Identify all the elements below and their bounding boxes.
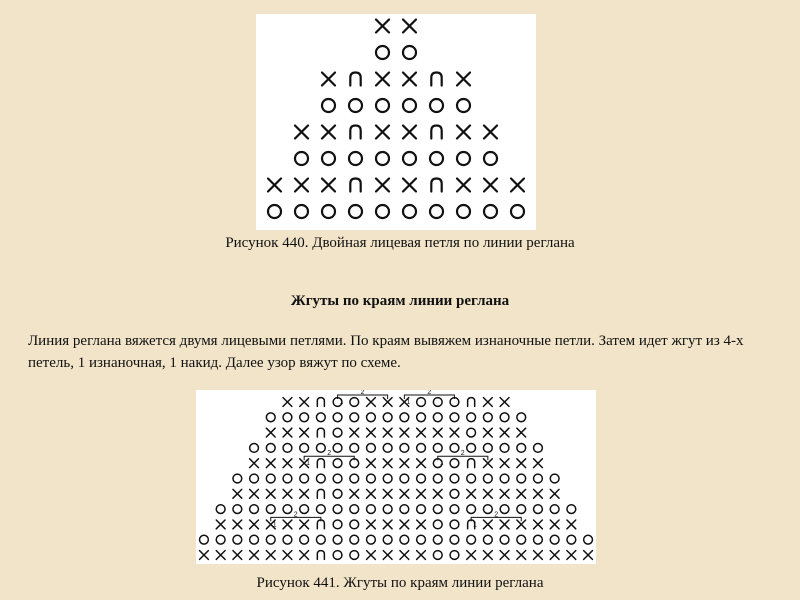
- knit-circle-symbol: [450, 505, 459, 514]
- knit-circle-symbol: [450, 551, 459, 560]
- knit-circle-symbol: [534, 474, 543, 483]
- knit-circle-symbol: [534, 444, 543, 453]
- knit-cross-symbol: [457, 179, 470, 192]
- knit-circle-symbol: [450, 413, 459, 422]
- section-heading: Жгуты по краям линии реглана: [290, 293, 510, 309]
- knit-arch-symbol: [317, 551, 324, 560]
- knit-cross-symbol: [300, 489, 309, 498]
- knit-cross-symbol: [300, 428, 309, 437]
- knit-cross-symbol: [500, 551, 509, 560]
- knit-circle-symbol: [233, 505, 242, 514]
- knit-cross-symbol: [376, 20, 389, 33]
- knit-circle-symbol: [266, 474, 275, 483]
- knit-cross-symbol: [283, 459, 292, 468]
- knit-cross-symbol: [376, 73, 389, 86]
- knit-circle-symbol: [483, 444, 492, 453]
- cable-label: 1: [306, 460, 311, 468]
- knit-circle-symbol: [400, 505, 409, 514]
- knit-circle-symbol: [300, 474, 309, 483]
- knit-circle-symbol: [450, 520, 459, 529]
- knit-circle-symbol: [417, 505, 426, 514]
- knit-cross-symbol: [283, 428, 292, 437]
- cable-label: 2: [494, 511, 499, 519]
- knit-circle-symbol: [316, 505, 325, 514]
- figure-441-caption: Рисунок 441. Жгуты по краям линии реглана: [256, 575, 544, 591]
- knit-cross-symbol: [417, 428, 426, 437]
- knit-cross-symbol: [403, 20, 416, 33]
- knit-cross-symbol: [483, 489, 492, 498]
- knit-circle-symbol: [550, 474, 559, 483]
- knit-cross-symbol: [483, 551, 492, 560]
- knit-circle-symbol: [450, 535, 459, 544]
- knit-circle-symbol: [400, 535, 409, 544]
- knit-circle-symbol: [333, 520, 342, 529]
- knit-cross-symbol: [250, 489, 259, 498]
- knit-circle-symbol: [300, 413, 309, 422]
- knit-circle-symbol: [283, 413, 292, 422]
- knit-cross-symbol: [484, 179, 497, 192]
- knit-cross-symbol: [534, 520, 543, 529]
- knit-arch-symbol: [317, 459, 324, 468]
- knit-cross-symbol: [417, 459, 426, 468]
- knit-cross-symbol: [383, 520, 392, 529]
- knit-circle-symbol: [484, 205, 497, 218]
- knit-circle-symbol: [433, 474, 442, 483]
- knit-circle-symbol: [430, 205, 443, 218]
- knit-cross-symbol: [300, 520, 309, 529]
- knit-circle-symbol: [567, 535, 576, 544]
- knit-circle-symbol: [333, 444, 342, 453]
- knit-circle-symbol: [457, 205, 470, 218]
- knit-circle-symbol: [333, 551, 342, 560]
- knit-cross-symbol: [322, 126, 335, 139]
- knit-circle-symbol: [483, 505, 492, 514]
- knit-circle-symbol: [295, 152, 308, 165]
- knit-cross-symbol: [295, 179, 308, 192]
- knit-arch-symbol: [468, 398, 475, 407]
- knit-circle-symbol: [283, 444, 292, 453]
- knit-circle-symbol: [300, 535, 309, 544]
- knit-circle-symbol: [403, 46, 416, 59]
- knit-cross-symbol: [376, 126, 389, 139]
- knit-cross-symbol: [295, 126, 308, 139]
- knit-circle-symbol: [567, 505, 576, 514]
- knit-arch-symbol: [431, 179, 441, 192]
- knit-arch-symbol: [317, 489, 324, 498]
- knit-circle-symbol: [433, 505, 442, 514]
- knit-circle-symbol: [367, 413, 376, 422]
- knit-circle-symbol: [403, 99, 416, 112]
- knit-circle-symbol: [517, 413, 526, 422]
- knit-circle-symbol: [283, 505, 292, 514]
- knit-cross-symbol: [550, 551, 559, 560]
- knit-circle-symbol: [333, 428, 342, 437]
- knit-cross-symbol: [367, 520, 376, 529]
- cable-label: 2: [360, 390, 365, 396]
- cable-label: 1: [439, 460, 444, 468]
- knit-cross-symbol: [500, 398, 509, 407]
- knit-circle-symbol: [417, 474, 426, 483]
- knit-circle-symbol: [534, 535, 543, 544]
- knit-cross-symbol: [467, 489, 476, 498]
- knit-circle-symbol: [333, 459, 342, 468]
- knit-circle-symbol: [430, 99, 443, 112]
- knit-circle-symbol: [250, 535, 259, 544]
- knit-circle-symbol: [433, 520, 442, 529]
- knit-cross-symbol: [383, 459, 392, 468]
- knit-cross-symbol: [250, 459, 259, 468]
- knit-circle-symbol: [433, 413, 442, 422]
- knit-cross-symbol: [517, 459, 526, 468]
- knit-cross-symbol: [517, 551, 526, 560]
- knit-circle-symbol: [350, 535, 359, 544]
- knit-circle-symbol: [333, 489, 342, 498]
- knit-cross-symbol: [383, 551, 392, 560]
- knit-circle-symbol: [534, 505, 543, 514]
- cable-label: 2: [293, 511, 298, 519]
- knit-cross-symbol: [483, 520, 492, 529]
- knit-arch-symbol: [317, 428, 324, 437]
- knit-cross-symbol: [367, 489, 376, 498]
- knit-circle-symbol: [457, 99, 470, 112]
- knit-circle-symbol: [517, 474, 526, 483]
- knit-cross-symbol: [534, 489, 543, 498]
- knit-cross-symbol: [322, 179, 335, 192]
- knit-circle-symbol: [333, 413, 342, 422]
- knit-circle-symbol: [268, 205, 281, 218]
- knit-circle-symbol: [383, 535, 392, 544]
- knit-circle-symbol: [350, 444, 359, 453]
- knit-cross-symbol: [350, 489, 359, 498]
- knit-circle-symbol: [467, 413, 476, 422]
- knit-circle-symbol: [350, 474, 359, 483]
- knit-circle-symbol: [300, 444, 309, 453]
- knit-cross-symbol: [383, 428, 392, 437]
- knit-cross-symbol: [433, 428, 442, 437]
- knit-cross-symbol: [367, 428, 376, 437]
- knit-circle-symbol: [500, 505, 509, 514]
- knit-circle-symbol: [500, 444, 509, 453]
- knit-cross-symbol: [400, 520, 409, 529]
- knit-circle-symbol: [322, 99, 335, 112]
- knit-circle-symbol: [500, 535, 509, 544]
- knit-circle-symbol: [349, 99, 362, 112]
- knit-cross-symbol: [483, 428, 492, 437]
- knit-circle-symbol: [216, 535, 225, 544]
- knit-cross-symbol: [233, 520, 242, 529]
- knit-circle-symbol: [433, 398, 442, 407]
- figure-440-caption: Рисунок 440. Двойная лицевая петля по линии реглана: [225, 235, 575, 251]
- knit-arch-symbol: [431, 73, 441, 86]
- knit-circle-symbol: [300, 505, 309, 514]
- knit-cross-symbol: [367, 551, 376, 560]
- figure-441-chart-image: [196, 390, 596, 564]
- knit-arch-symbol: [468, 459, 475, 468]
- cable-label: 2: [427, 390, 432, 396]
- figure-440-chart-image: [256, 14, 536, 230]
- knit-circle-symbol: [417, 398, 426, 407]
- knit-cross-symbol: [500, 428, 509, 437]
- cable-label: 2: [327, 450, 332, 458]
- figure-440-symbols: [256, 14, 536, 230]
- knit-cross-symbol: [467, 551, 476, 560]
- knit-circle-symbol: [383, 474, 392, 483]
- knit-circle-symbol: [316, 413, 325, 422]
- cable-label: 1: [473, 521, 478, 529]
- knit-circle-symbol: [500, 474, 509, 483]
- knit-cross-symbol: [550, 489, 559, 498]
- section-paragraph: Линия реглана вяжется двумя лицевыми петлями. По краям вывяжем изнаночные петли. Затем идет жгут из 4-х петель, 1 изнаночная, 1 накид. Далее узор вяжут по схеме.: [28, 333, 744, 371]
- knit-circle-symbol: [483, 535, 492, 544]
- knit-cross-symbol: [403, 126, 416, 139]
- knit-cross-symbol: [484, 126, 497, 139]
- knit-circle-symbol: [349, 205, 362, 218]
- figure-441-symbols: [196, 390, 596, 564]
- cable-label: 2: [460, 450, 465, 458]
- knit-circle-symbol: [483, 413, 492, 422]
- knit-circle-symbol: [433, 551, 442, 560]
- knit-cross-symbol: [233, 551, 242, 560]
- knit-cross-symbol: [550, 520, 559, 529]
- knit-cross-symbol: [534, 551, 543, 560]
- knit-circle-symbol: [584, 535, 593, 544]
- knit-cross-symbol: [450, 428, 459, 437]
- knit-circle-symbol: [322, 152, 335, 165]
- knit-circle-symbol: [350, 505, 359, 514]
- knit-circle-symbol: [349, 152, 362, 165]
- knit-cross-symbol: [500, 489, 509, 498]
- knit-circle-symbol: [367, 474, 376, 483]
- knit-circle-symbol: [350, 413, 359, 422]
- knit-cross-symbol: [367, 459, 376, 468]
- knit-circle-symbol: [283, 474, 292, 483]
- knit-cross-symbol: [517, 489, 526, 498]
- knit-cross-symbol: [350, 428, 359, 437]
- knit-circle-symbol: [216, 505, 225, 514]
- knit-cross-symbol: [266, 551, 275, 560]
- knit-circle-symbol: [467, 505, 476, 514]
- knit-cross-symbol: [567, 520, 576, 529]
- knit-circle-symbol: [483, 474, 492, 483]
- knit-cross-symbol: [517, 428, 526, 437]
- knit-cross-symbol: [403, 179, 416, 192]
- knit-cross-symbol: [500, 520, 509, 529]
- knit-cross-symbol: [268, 179, 281, 192]
- knit-circle-symbol: [233, 535, 242, 544]
- knit-circle-symbol: [517, 444, 526, 453]
- knit-circle-symbol: [200, 535, 209, 544]
- cable-label: 1: [272, 521, 277, 529]
- knit-circle-symbol: [383, 413, 392, 422]
- knit-cross-symbol: [433, 489, 442, 498]
- knit-circle-symbol: [367, 444, 376, 453]
- knit-cross-symbol: [283, 551, 292, 560]
- knit-circle-symbol: [500, 413, 509, 422]
- knit-cross-symbol: [417, 520, 426, 529]
- knit-circle-symbol: [450, 459, 459, 468]
- knit-circle-symbol: [266, 444, 275, 453]
- knit-arch-symbol: [350, 126, 360, 139]
- knit-cross-symbol: [216, 520, 225, 529]
- knit-circle-symbol: [450, 474, 459, 483]
- knit-cross-symbol: [233, 489, 242, 498]
- knit-circle-symbol: [367, 535, 376, 544]
- knit-circle-symbol: [484, 152, 497, 165]
- knit-circle-symbol: [417, 444, 426, 453]
- knit-circle-symbol: [417, 535, 426, 544]
- knit-circle-symbol: [367, 505, 376, 514]
- knit-cross-symbol: [511, 179, 524, 192]
- knit-circle-symbol: [417, 413, 426, 422]
- knit-cross-symbol: [457, 126, 470, 139]
- knit-circle-symbol: [266, 535, 275, 544]
- knit-circle-symbol: [283, 535, 292, 544]
- knit-circle-symbol: [250, 505, 259, 514]
- knit-circle-symbol: [316, 444, 325, 453]
- knit-circle-symbol: [333, 535, 342, 544]
- knit-cross-symbol: [417, 489, 426, 498]
- cable-label: 1: [406, 399, 411, 406]
- knit-circle-symbol: [517, 505, 526, 514]
- knit-cross-symbol: [567, 551, 576, 560]
- knit-circle-symbol: [400, 444, 409, 453]
- knit-circle-symbol: [322, 205, 335, 218]
- knit-circle-symbol: [383, 505, 392, 514]
- knit-arch-symbol: [350, 73, 360, 86]
- knit-circle-symbol: [250, 474, 259, 483]
- knit-circle-symbol: [376, 152, 389, 165]
- knit-circle-symbol: [350, 398, 359, 407]
- knit-cross-symbol: [400, 459, 409, 468]
- knit-cross-symbol: [383, 489, 392, 498]
- knit-cross-symbol: [400, 551, 409, 560]
- knit-circle-symbol: [376, 46, 389, 59]
- knit-cross-symbol: [400, 489, 409, 498]
- knit-arch-symbol: [350, 179, 360, 192]
- knit-circle-symbol: [467, 444, 476, 453]
- knit-cross-symbol: [216, 551, 225, 560]
- cable-label: 1: [339, 399, 344, 406]
- knit-cross-symbol: [200, 551, 209, 560]
- knit-circle-symbol: [467, 428, 476, 437]
- knit-cross-symbol: [403, 73, 416, 86]
- knit-cross-symbol: [266, 428, 275, 437]
- knit-circle-symbol: [250, 444, 259, 453]
- knit-cross-symbol: [266, 459, 275, 468]
- knit-cross-symbol: [266, 489, 275, 498]
- knit-circle-symbol: [333, 505, 342, 514]
- knit-circle-symbol: [457, 152, 470, 165]
- knit-circle-symbol: [233, 474, 242, 483]
- knit-circle-symbol: [450, 489, 459, 498]
- knit-cross-symbol: [250, 551, 259, 560]
- knit-cross-symbol: [300, 551, 309, 560]
- knit-circle-symbol: [383, 444, 392, 453]
- knit-cross-symbol: [376, 179, 389, 192]
- knit-circle-symbol: [316, 474, 325, 483]
- knit-circle-symbol: [403, 205, 416, 218]
- knit-circle-symbol: [400, 474, 409, 483]
- knit-circle-symbol: [295, 205, 308, 218]
- knit-circle-symbol: [430, 152, 443, 165]
- knit-circle-symbol: [517, 535, 526, 544]
- knit-circle-symbol: [433, 444, 442, 453]
- knit-cross-symbol: [457, 73, 470, 86]
- knit-circle-symbol: [333, 474, 342, 483]
- knit-cross-symbol: [400, 428, 409, 437]
- knit-circle-symbol: [511, 205, 524, 218]
- knit-arch-symbol: [317, 398, 324, 407]
- knit-circle-symbol: [400, 413, 409, 422]
- knit-circle-symbol: [316, 535, 325, 544]
- knit-circle-symbol: [350, 551, 359, 560]
- knit-cross-symbol: [283, 520, 292, 529]
- knit-circle-symbol: [350, 520, 359, 529]
- knit-cross-symbol: [417, 551, 426, 560]
- knit-cross-symbol: [250, 520, 259, 529]
- knit-arch-symbol: [431, 126, 441, 139]
- knit-circle-symbol: [550, 505, 559, 514]
- knit-cross-symbol: [283, 398, 292, 407]
- knit-cross-symbol: [367, 398, 376, 407]
- knit-circle-symbol: [467, 535, 476, 544]
- knit-circle-symbol: [550, 535, 559, 544]
- knit-circle-symbol: [467, 474, 476, 483]
- knit-cross-symbol: [500, 459, 509, 468]
- knit-circle-symbol: [266, 505, 275, 514]
- knit-circle-symbol: [266, 413, 275, 422]
- knit-circle-symbol: [376, 205, 389, 218]
- knit-circle-symbol: [450, 444, 459, 453]
- knit-circle-symbol: [433, 535, 442, 544]
- knit-circle-symbol: [403, 152, 416, 165]
- knit-cross-symbol: [534, 459, 543, 468]
- knit-cross-symbol: [483, 398, 492, 407]
- knit-cross-symbol: [584, 551, 593, 560]
- knit-circle-symbol: [376, 99, 389, 112]
- knit-cross-symbol: [300, 398, 309, 407]
- knit-cross-symbol: [322, 73, 335, 86]
- knit-cross-symbol: [283, 489, 292, 498]
